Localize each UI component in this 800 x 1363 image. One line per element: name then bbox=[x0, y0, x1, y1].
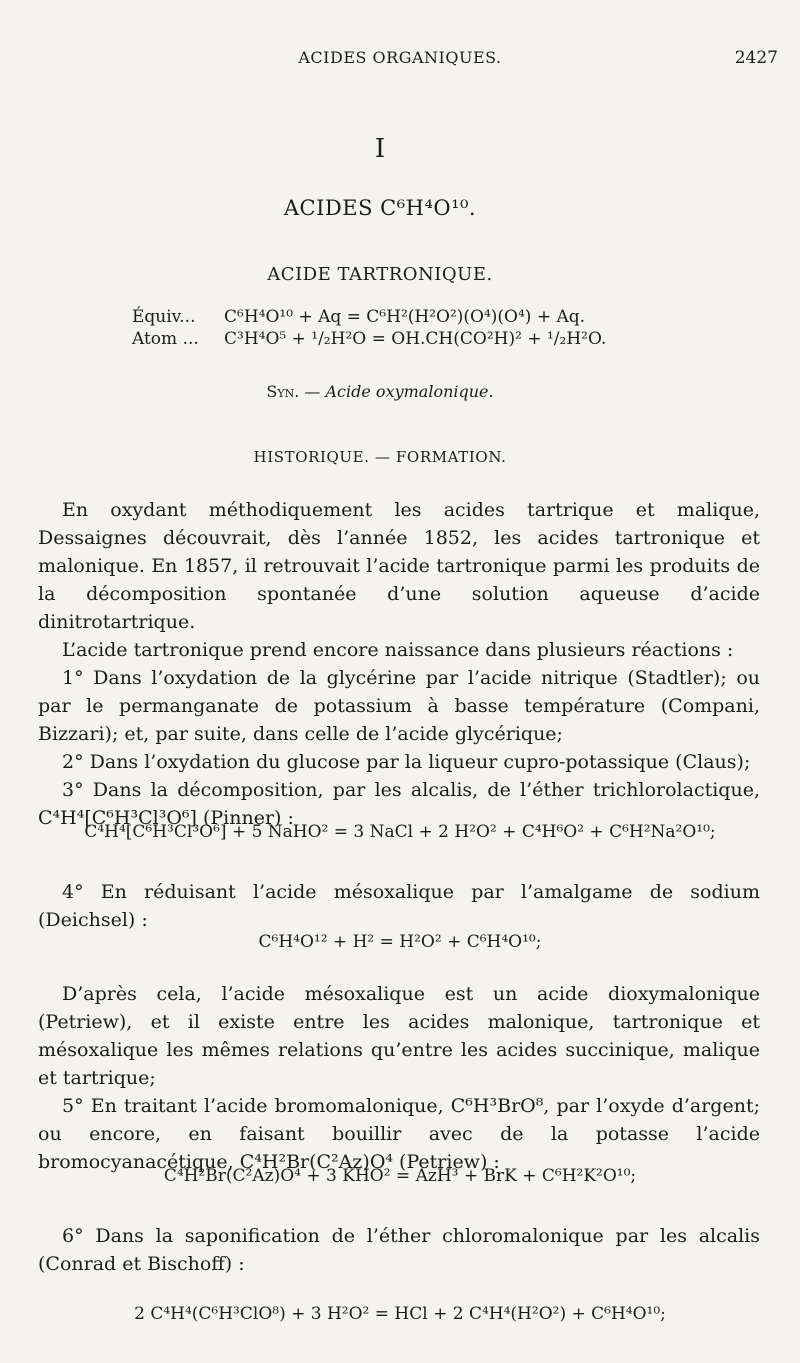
page-number: 2427 bbox=[734, 48, 778, 68]
equiv-formula-line bbox=[132, 306, 606, 328]
equation-3: C⁴H²Br(C²Az)O⁴ + 3 KHO² = AzH³ + BrK + C⁶H²K²O¹⁰; bbox=[163, 1166, 637, 1186]
equiv-formula: C⁶H⁴O¹⁰ + Aq = C⁶H²(H²O²)(O⁴)(O⁴) + Aq. bbox=[224, 307, 586, 327]
synonym-name: Acide oxymalonique. bbox=[325, 382, 494, 401]
paragraph: L’acide tartronique prend encore naissance dans plusieurs réactions : bbox=[62, 639, 734, 661]
section-number: I bbox=[374, 134, 386, 164]
atom-formula: C³H⁴O⁵ + ¹/₂H²O = OH.CH(CO²H)² + ¹/₂H²O. bbox=[224, 329, 607, 349]
equation-1: C⁴H⁴[C⁶H³Cl³O⁶] + 5 NaHO² = 3 NaCl + 2 H²O² + C⁴H⁶O² + C⁶H²Na²O¹⁰; bbox=[84, 822, 716, 842]
running-header: ACIDES ORGANIQUES. bbox=[298, 48, 502, 67]
atom-formula-line bbox=[132, 328, 606, 350]
paragraph: 3° Dans la décomposition, par les alcalis, de l’éther trichlorolactique, C⁴H⁴[C⁶H³Cl³O⁶] (Pinner) : bbox=[38, 779, 760, 829]
body-paragraph-4 bbox=[38, 1222, 760, 1278]
paragraph: 5° En traitant l’acide bromomalonique, C⁶H³BrO⁸, par l’oxyde d’argent; ou encore, en faisant bouillir avec de la potasse l’acide bromocyanacétique, C⁴H²Br(C²Az)O⁴ (Petriew) : bbox=[38, 1095, 760, 1173]
formula-block bbox=[132, 306, 606, 350]
body-paragraph-2 bbox=[38, 878, 760, 934]
equation-2: C⁶H⁴O¹² + H² = H²O² + C⁶H⁴O¹⁰; bbox=[258, 932, 542, 952]
paragraph: D’après cela, l’acide mésoxalique est un acide dioxymalonique (Petriew), et il existe entre les acides malonique, tartronique et mésoxalique les mêmes relations qu’entre les acides succinique, malique et tartrique; bbox=[38, 983, 760, 1089]
synonym-line bbox=[0, 382, 760, 401]
atom-label: Atom ... bbox=[132, 329, 199, 349]
synonym-dash: — bbox=[299, 382, 326, 401]
paragraph: 1° Dans l’oxydation de la glycérine par l’acide nitrique (Stadtler); ou par le permanganate de potassium à basse température (Compani, Bizzari); et, par suite, dans celle de l’acide glycérique; bbox=[38, 667, 760, 745]
synonym-label: Syn. bbox=[266, 382, 300, 401]
equation-4: 2 C⁴H⁴(C⁶H³ClO⁸) + 3 H²O² = HCl + 2 C⁴H⁴(H²O²) + C⁶H⁴O¹⁰; bbox=[134, 1304, 666, 1324]
section-title: ACIDES C⁶H⁴O¹⁰. bbox=[283, 196, 477, 220]
body-paragraphs-1 bbox=[38, 496, 760, 832]
compound-title: ACIDE TARTRONIQUE. bbox=[267, 264, 493, 285]
body-paragraphs-3 bbox=[38, 980, 760, 1176]
equiv-label: Équiv... bbox=[132, 307, 196, 327]
paragraph: En oxydant méthodiquement les acides tartrique et malique, Dessaignes découvrait, dès l’année 1852, les acides tartronique et malonique. En 1857, il retrouvait l’acide tartronique parmi les produits de la décomposition spontanée d’une solution aqueuse d’acide dinitrotartrique. bbox=[38, 499, 760, 633]
paragraph: 2° Dans l’oxydation du glucose par la liqueur cupro-potassique (Claus); bbox=[62, 751, 751, 773]
paragraph: 6° Dans la saponification de l’éther chloromalonique par les alcalis (Conrad et Bischoff) : bbox=[38, 1225, 760, 1275]
historique-heading: HISTORIQUE. — FORMATION. bbox=[253, 448, 507, 466]
paragraph: 4° En réduisant l’acide mésoxalique par l’amalgame de sodium (Deichsel) : bbox=[38, 881, 760, 931]
